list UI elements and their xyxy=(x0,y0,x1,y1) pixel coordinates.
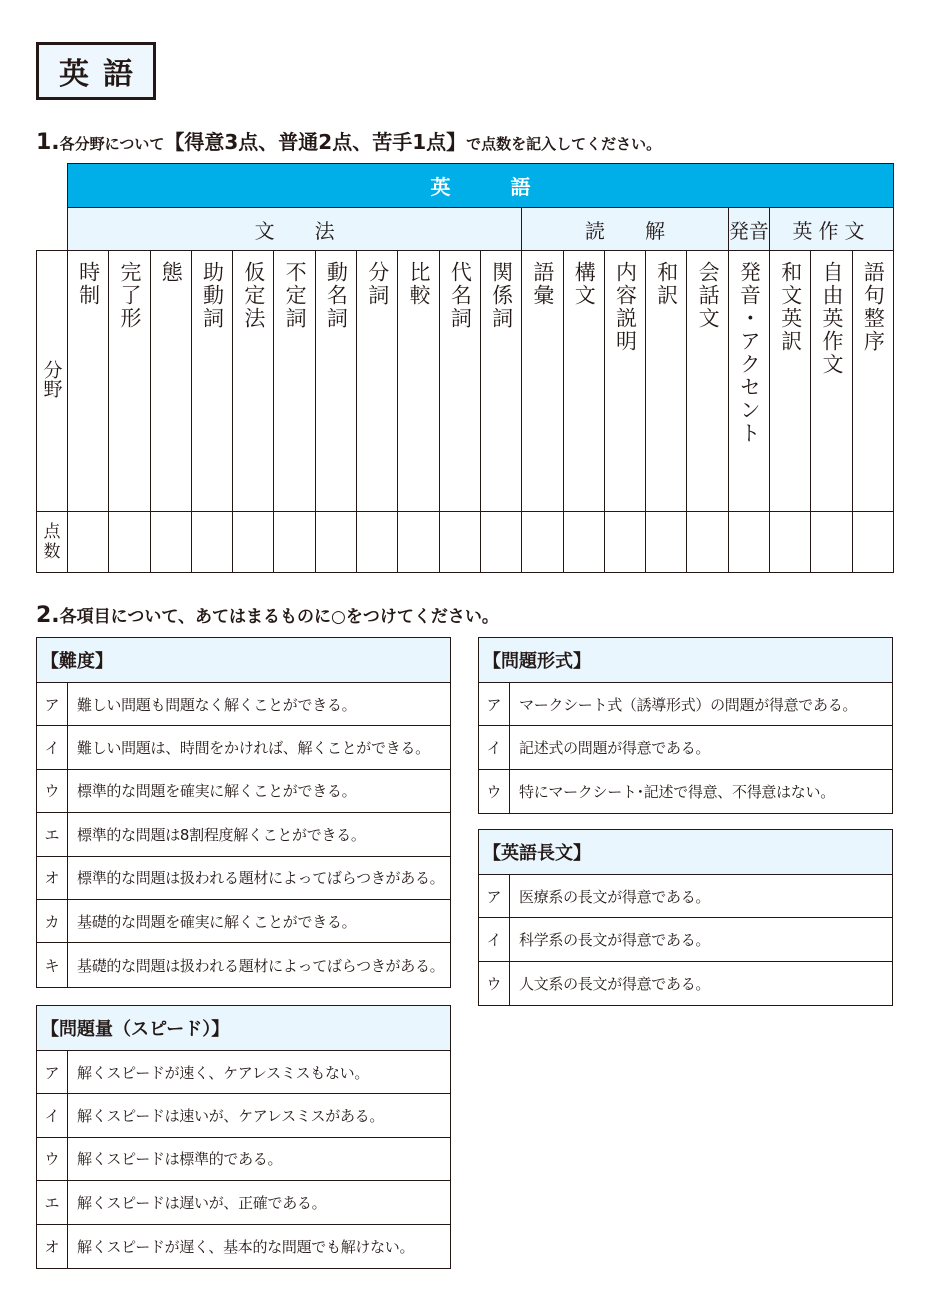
blank-corner xyxy=(37,164,68,208)
option-row[interactable] xyxy=(37,813,450,856)
score-input-cell[interactable] xyxy=(728,512,769,573)
score-input-cell[interactable] xyxy=(357,512,398,573)
score-input-cell[interactable] xyxy=(109,512,150,573)
option-text: 人文系の長文が得意である。 xyxy=(519,974,711,993)
field-cell: 自由英作文 xyxy=(811,251,852,512)
field-cell: 分詞 xyxy=(357,251,398,512)
field-cell: 和訳 xyxy=(646,251,687,512)
format-section xyxy=(478,637,893,814)
score-input-cell[interactable] xyxy=(687,512,728,573)
question-1: 1.各分野について【得意3点、普通2点、苦手1点】で点数を記入してください。 xyxy=(36,130,662,155)
option-key: オ xyxy=(37,857,68,899)
score-table xyxy=(36,163,894,573)
option-key: ア xyxy=(479,875,510,917)
field-cell: 動名詞 xyxy=(315,251,356,512)
question-2: 2.各項目について、あてはまるものに○をつけてください。 xyxy=(36,603,499,628)
field-cell: 時制 xyxy=(68,251,109,512)
option-row[interactable] xyxy=(37,1094,450,1137)
section-title: 【問題量（スピード）】 xyxy=(37,1006,450,1051)
score-input-cell[interactable] xyxy=(315,512,356,573)
option-key: ウ xyxy=(37,770,68,812)
option-row[interactable] xyxy=(37,857,450,900)
field-cell: 語彙 xyxy=(522,251,563,512)
field-cell: 助動詞 xyxy=(191,251,232,512)
field-cell: 関係詞 xyxy=(480,251,521,512)
score-input-cell[interactable] xyxy=(274,512,315,573)
score-input-cell[interactable] xyxy=(150,512,191,573)
field-cell: 会話文 xyxy=(687,251,728,512)
option-row[interactable] xyxy=(479,683,892,726)
option-key: エ xyxy=(37,813,68,855)
score-input-cell[interactable] xyxy=(646,512,687,573)
option-row[interactable] xyxy=(37,683,450,726)
field-row-label: 分野 xyxy=(37,251,68,512)
section-title: 【問題形式】 xyxy=(479,638,892,683)
group-header: 発音 xyxy=(728,208,769,251)
score-input-cell[interactable] xyxy=(480,512,521,573)
difficulty-section xyxy=(36,637,451,988)
option-text: 解くスピードは遅いが、正確である。 xyxy=(77,1193,327,1212)
option-key: イ xyxy=(37,726,68,768)
score-input-cell[interactable] xyxy=(563,512,604,573)
option-text: 解くスピードが遅く、基本的な問題でも解けない。 xyxy=(77,1237,415,1256)
field-cell: 仮定法 xyxy=(233,251,274,512)
group-header: 英作文 xyxy=(770,208,894,251)
option-row[interactable] xyxy=(479,770,892,813)
long-reading-section xyxy=(478,829,893,1006)
option-key: ウ xyxy=(479,962,510,1005)
option-text: 基礎的な問題は扱われる題材によってばらつきがある。 xyxy=(77,956,445,975)
section-title: 【英語長文】 xyxy=(479,830,892,875)
field-cell: 構文 xyxy=(563,251,604,512)
option-key: ア xyxy=(37,683,68,725)
section-title: 【難度】 xyxy=(37,638,450,683)
field-cell: 発音・アクセント xyxy=(728,251,769,512)
score-input-cell[interactable] xyxy=(68,512,109,573)
option-row[interactable] xyxy=(479,918,892,961)
option-row[interactable] xyxy=(37,1181,450,1224)
speed-section xyxy=(36,1005,451,1269)
score-input-cell[interactable] xyxy=(770,512,811,573)
option-row[interactable] xyxy=(37,1051,450,1094)
option-key: エ xyxy=(37,1181,68,1223)
field-cell: 態 xyxy=(150,251,191,512)
table-header: 英語 xyxy=(68,164,894,208)
option-key: イ xyxy=(479,918,510,960)
group-header: 読解 xyxy=(522,208,728,251)
subject-title: 英語 xyxy=(36,42,156,100)
score-input-cell[interactable] xyxy=(439,512,480,573)
option-row[interactable] xyxy=(479,726,892,769)
option-text: 科学系の長文が得意である。 xyxy=(519,931,711,950)
score-input-cell[interactable] xyxy=(811,512,852,573)
group-header: 文法 xyxy=(68,208,522,251)
option-text: 特にマークシート･記述で得意、不得意はない。 xyxy=(519,782,835,801)
option-text: 標準的な問題を確実に解くことができる。 xyxy=(77,782,357,801)
score-input-cell[interactable] xyxy=(522,512,563,573)
option-row[interactable] xyxy=(37,726,450,769)
field-cell: 不定詞 xyxy=(274,251,315,512)
option-text: 解くスピードが速く、ケアレスミスもない。 xyxy=(77,1063,370,1082)
option-row[interactable] xyxy=(37,900,450,943)
field-cell: 比較 xyxy=(398,251,439,512)
option-text: 解くスピードは速いが、ケアレスミスがある。 xyxy=(77,1107,385,1126)
option-row[interactable] xyxy=(37,943,450,986)
score-input-cell[interactable] xyxy=(233,512,274,573)
option-text: 記述式の問題が得意である。 xyxy=(519,739,711,758)
option-text: 難しい問題も問題なく解くことができる。 xyxy=(77,695,357,714)
field-cell: 語句整序 xyxy=(852,251,893,512)
score-input-cell[interactable] xyxy=(191,512,232,573)
option-text: 標準的な問題は8割程度解くことができる。 xyxy=(77,825,366,844)
field-cell: 和文英訳 xyxy=(770,251,811,512)
option-row[interactable] xyxy=(37,770,450,813)
option-text: 難しい問題は、時間をかければ、解くことができる。 xyxy=(77,739,430,758)
score-input-cell[interactable] xyxy=(604,512,645,573)
option-row[interactable] xyxy=(479,875,892,918)
option-row[interactable] xyxy=(37,1225,450,1268)
option-key: ウ xyxy=(37,1138,68,1180)
option-text: マークシート式（誘導形式）の問題が得意である。 xyxy=(519,695,858,714)
option-key: キ xyxy=(37,943,68,986)
option-key: カ xyxy=(37,900,68,942)
option-text: 基礎的な問題を確実に解くことができる。 xyxy=(77,912,357,931)
option-key: ウ xyxy=(479,770,510,813)
score-input-cell[interactable] xyxy=(398,512,439,573)
score-input-cell[interactable] xyxy=(852,512,893,573)
option-key: イ xyxy=(479,726,510,768)
option-row[interactable] xyxy=(37,1138,450,1181)
option-text: 医療系の長文が得意である。 xyxy=(519,887,711,906)
blank-corner xyxy=(37,208,68,251)
field-cell: 内容説明 xyxy=(604,251,645,512)
option-row[interactable] xyxy=(479,962,892,1005)
option-key: オ xyxy=(37,1225,68,1268)
field-cell: 完了形 xyxy=(109,251,150,512)
option-text: 解くスピードは標準的である。 xyxy=(77,1150,283,1169)
option-key: ア xyxy=(37,1051,68,1093)
option-key: イ xyxy=(37,1094,68,1136)
score-row-label: 点数 xyxy=(37,512,68,573)
option-key: ア xyxy=(479,683,510,725)
field-cell: 代名詞 xyxy=(439,251,480,512)
option-text: 標準的な問題は扱われる題材によってばらつきがある。 xyxy=(77,869,445,888)
